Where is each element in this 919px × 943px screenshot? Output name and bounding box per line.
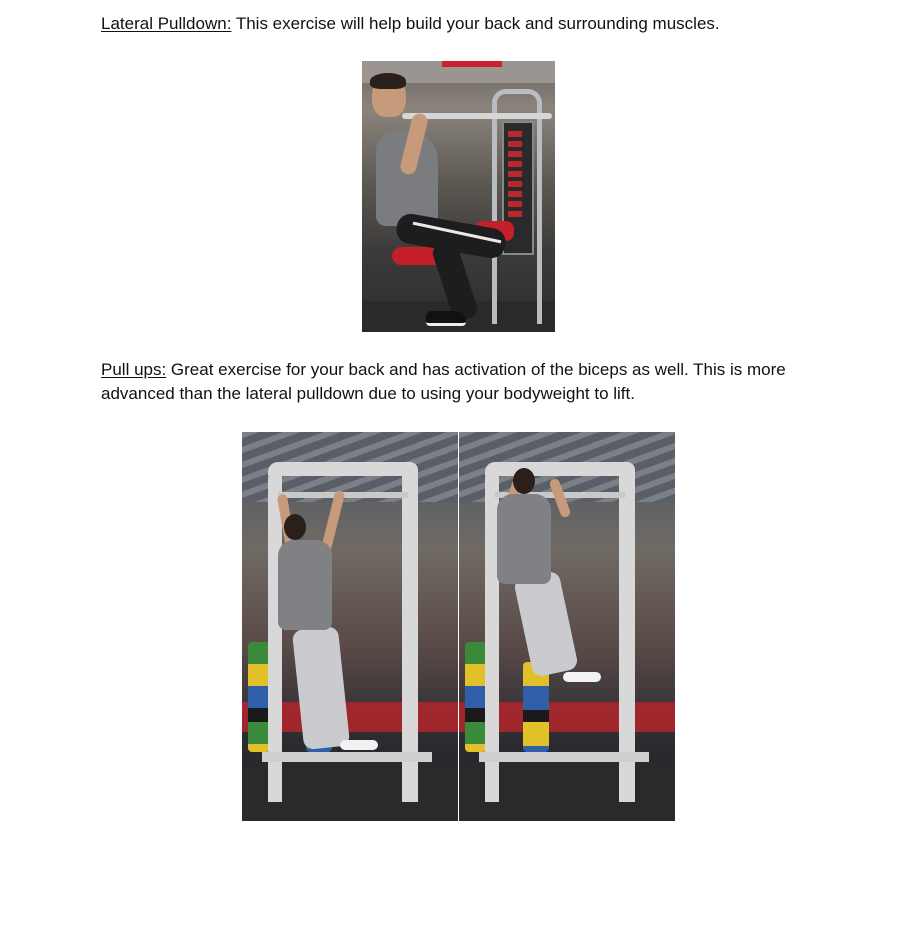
pull-ups-paragraph — [101, 358, 821, 406]
pull-up-start-photo — [242, 432, 458, 821]
pull-ups-description: Great exercise for your back and has activation of the biceps as well. This is more advanced than the lateral pulldown due to using your bodyweight to lift. — [101, 360, 786, 403]
lateral-pulldown-paragraph — [101, 12, 861, 36]
pull-ups-term: Pull ups: — [101, 360, 167, 379]
pull-up-top-photo — [459, 432, 675, 821]
lateral-pulldown-description: This exercise will help build your back and surrounding muscles. — [231, 14, 720, 33]
lateral-pulldown-photo — [362, 61, 555, 332]
lateral-pulldown-term: Lateral Pulldown: — [101, 14, 232, 33]
